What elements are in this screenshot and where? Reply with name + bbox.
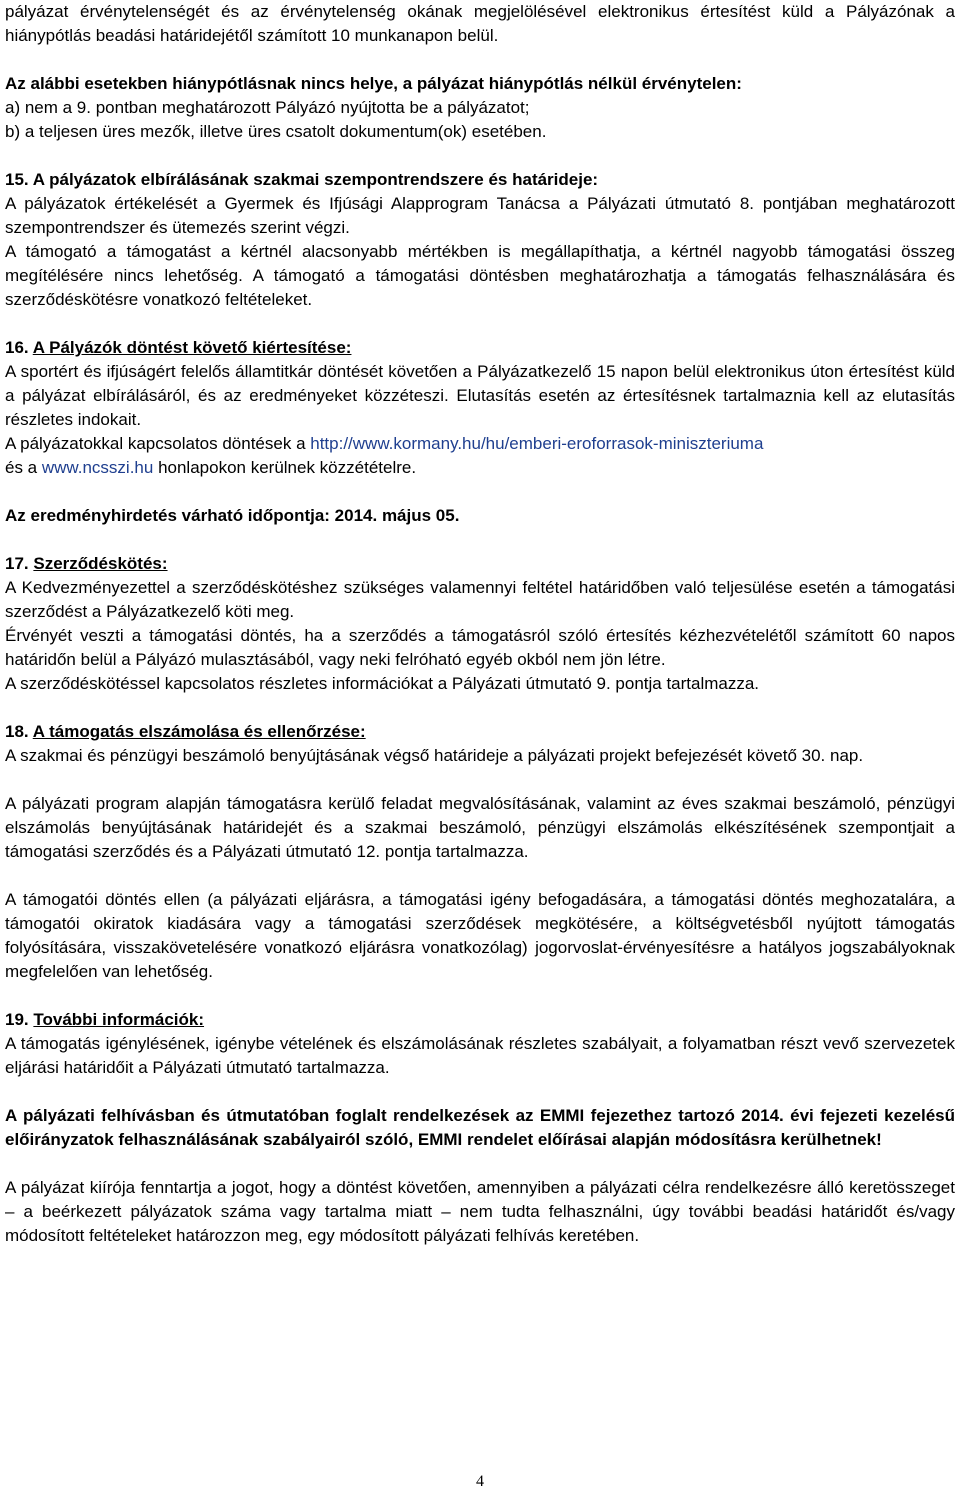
section-18-paragraph-1: A szakmai és pénzügyi beszámoló benyújtásának végső határideje a pályázati projekt befejezését követő 30. nap. xyxy=(5,746,864,765)
section-19-heading xyxy=(5,1008,955,1032)
section-16-title: A Pályázók döntést követő kiértesítése: xyxy=(32,338,352,357)
section-19-title: További információk: xyxy=(33,1010,205,1029)
section-16-number: 16. xyxy=(5,338,29,357)
intro-heading: Az alábbi esetekben hiánypótlásnak nincs helye, a pályázat hiánypótlás nélkül érvénytelen: xyxy=(5,74,742,93)
section-17-paragraph-1: A Kedvezményezettel a szerződéskötéshez szükséges valamennyi feltétel határidőben való teljesülése esetén a támogatási szerződést a Pályázatkezelő köti meg. xyxy=(5,578,955,621)
section-16-text-pre: A pályázatokkal kapcsolatos döntések a xyxy=(5,434,311,453)
section-19-number: 19. xyxy=(5,1010,29,1029)
section-17-title: Szerződéskötés: xyxy=(33,554,168,573)
section-18-title: A támogatás elszámolása és ellenőrzése: xyxy=(32,722,366,741)
section-15-paragraph-2: A támogató a támogatást a kértnél alacsonyabb mértékben is megállapíthatja, a kértnél nagyobb támogatási összeg megítélésére nincs lehetőség. A támogató a támogatási döntésben meghatározhatja a támogatás felhasználására és szerződéskötésre vonatkozó feltételeket. xyxy=(5,242,955,309)
section-16-paragraph-2 xyxy=(5,432,955,480)
bold-notice: A pályázati felhívásban és útmutatóban foglalt rendelkezések az EMMI fejezethez tartozó 2014. évi fejezeti kezelésű előirányzatok felhasználásának szabályairól szóló, EMMI rendelet előírásai alapján módosításra kerülhetnek! xyxy=(5,1106,955,1149)
kormany-link[interactable]: http://www.kormany.hu/hu/emberi-eroforrasok-miniszteriuma xyxy=(310,434,764,453)
intro-item-b: b) a teljesen üres mezők, illetve üres csatolt dokumentum(ok) esetében. xyxy=(5,122,547,141)
intro-item-a: a) nem a 9. pontban meghatározott Pályázó nyújtotta be a pályázatot; xyxy=(5,98,530,117)
section-18-number: 18. xyxy=(5,722,29,741)
section-17-paragraph-2: Érvényét veszti a támogatási döntés, ha a szerződés a támogatásról szóló értesítés kézhezvételétől számított 60 napos határidőn belül a Pályázó mulasztásából, vagy neki felróható egyéb okból nem jön létre. xyxy=(5,626,955,669)
section-15-title: A pályázatok elbírálásának szakmai szempontrendszere és határideje: xyxy=(32,170,599,189)
ncsszi-link[interactable]: www.ncsszi.hu xyxy=(41,458,154,477)
section-19-paragraph-1: A támogatás igénylésének, igénybe vételének és elszámolásának részletes szabályait, a folyamatban részt vevő szervezetek eljárási határidőit a Pályázati útmutató tartalmazza. xyxy=(5,1034,955,1077)
section-18-paragraph-3: A támogatói döntés ellen (a pályázati eljárásra, a támogatási igény befogadására, a támogatási döntés meghozatalára, a támogatói okiratok kiadására vagy a támogatási szerződések megkötésére, a költségvetésből nyújtott támogatás folyósítására, visszakövetelésére vonatkozó eljárásra vonatkozólag) jogorvoslat-érvényesítésre a hatályos jogszabályoknak megfelelően van lehetőség. xyxy=(5,890,955,981)
page-number: 4 xyxy=(476,1473,484,1490)
section-15-heading xyxy=(5,168,955,192)
intro-paragraph: pályázat érvénytelenségét és az érvénytelenség okának megjelölésével elektronikus értesítést küld a Pályázónak a hiánypótlás beadási határidejétől számított 10 munkanapon belül. xyxy=(5,2,955,45)
section-18-paragraph-2: A pályázati program alapján támogatásra kerülő feladat megvalósításának, valamint az éves szakmai beszámoló, pénzügyi elszámolás benyújtásának határidejét és a szakmai beszámoló, pénzügyi elszámolás elkészítésének szempontjait a támogatási szerződés és a Pályázati útmutató 12. pontja tartalmazza. xyxy=(5,794,955,861)
section-17-number: 17. xyxy=(5,554,29,573)
section-15-paragraph-1: A pályázatok értékelését a Gyermek és Ifjúsági Alapprogram Tanácsa a Pályázati útmutató 8. pontjában meghatározott szempontrendszer és ütemezés szerint végzi. xyxy=(5,194,955,237)
closing-paragraph: A pályázat kiírója fenntartja a jogot, hogy a döntést követően, amennyiben a pályázati célra rendelkezésre álló keretösszeget – a beérkezett pályázatok száma vagy tartalma miatt – nem tudta felhasználni, úgy további beadási határidőt és/vagy módosított feltételeket határozzon meg, egy módosított pályázati felhívás keretében. xyxy=(5,1178,955,1245)
section-16-text-mid: és a xyxy=(5,458,42,477)
section-17-paragraph-3: A szerződéskötéssel kapcsolatos részletes információkat a Pályázati útmutató 9. pontja tartalmazza. xyxy=(5,674,760,693)
section-16-heading xyxy=(5,336,955,360)
document-page xyxy=(5,0,955,1248)
section-16-paragraph-1: A sportért és ifjúságért felelős államtitkár döntését követően a Pályázatkezelő 15 napon belül elektronikus úton értesítést küld a pályázat elbírálásáról, és az eredményeket közzéteszi. Elutasítás esetén az értesítésnek tartalmaznia kell az elutasítás részletes indokait. xyxy=(5,362,955,429)
section-18-heading xyxy=(5,720,955,744)
announcement-date: Az eredményhirdetés várható időpontja: 2014. május 05. xyxy=(5,506,460,525)
section-15-number: 15. xyxy=(5,170,29,189)
section-16-text-post: honlapokon kerülnek közzétételre. xyxy=(153,458,417,477)
section-17-heading xyxy=(5,552,955,576)
